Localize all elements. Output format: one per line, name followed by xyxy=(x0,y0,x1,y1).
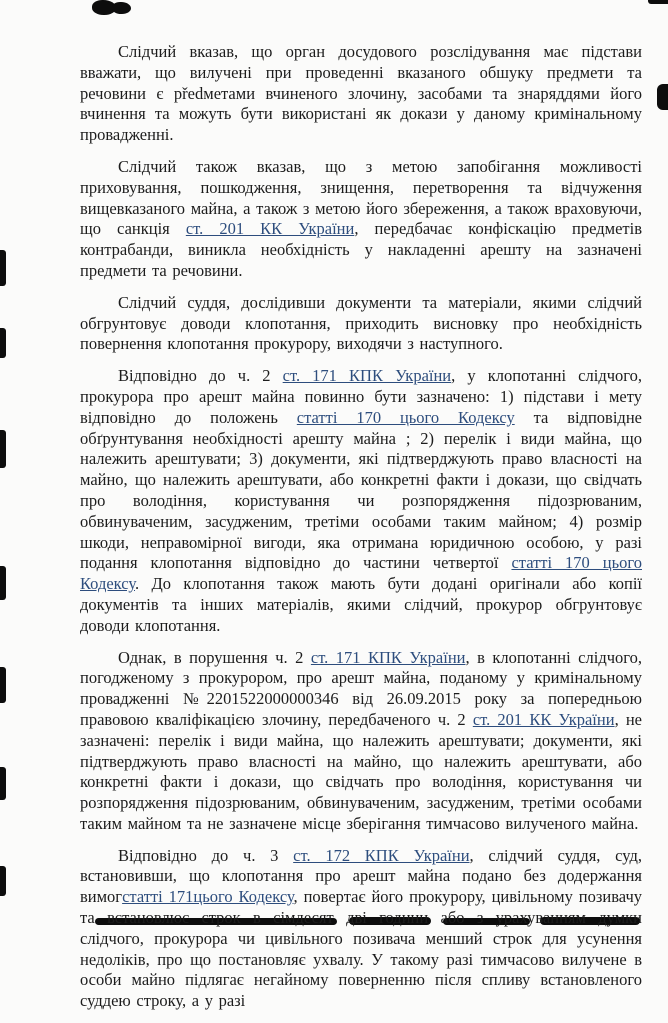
paragraph-text: Відповідно до ч. 3 xyxy=(118,845,294,865)
paragraph-text: Слідчий вказав, що орган досудового розслідування має підстави вважати, що вилучені при проведенні вказаного обшуку предмети та речовини є předметами вчиненого злочину, засобами та знаряддями його вчинення та можуть бути використані як докази у даному кримінальному провадженні. xyxy=(80,42,642,145)
statute-link[interactable]: ст. 201 КК України xyxy=(185,219,355,239)
paragraph-text: , повертає його прокурору, цивільному позивачу та встановлює строк в сімдесят дві години або з урахуванням думки слідчого, прокурора чи цивільного позивача менший строк для усунення недоліків, про що постановляє ухвалу. У такому разі тимчасово вилучене в особи майно підлягає негайному поверненню після спливу встановленого суддею строку, а у разі xyxy=(80,887,642,1011)
paragraph xyxy=(80,648,642,835)
paragraph-text: , в клопотанні слідчого, погодженому з прокурором, про арешт майна, поданому у кримінальному провадженні №2201522000000346 від 26.09.2015 року за попередньою правовою кваліфікацією злочину, передбаченого ч. 2 xyxy=(80,647,642,729)
paragraph-text: , передбачає конфіскацію предметів контрабанди, виникла необхідність у накладенні арешту на зазначені предмети та речовини. xyxy=(80,219,642,280)
scan-artifact-left-dash-4 xyxy=(0,566,6,600)
paragraph-text: Однак, в порушення ч. 2 xyxy=(118,647,311,667)
paragraph xyxy=(80,157,642,282)
paragraph-text: , не зазначені: перелік і види майна, що належить арештувати; документи, які підтверджують право власності на майно, що належить арештувати, або конкретні факти і докази, що свідчать про володіння, користування чи розпорядження підозрюваним, обвинуваченим, засудженим, третіми особами таким майном та не зазначене місце зберігання тимчасово вилученого майна. xyxy=(80,709,643,833)
scan-artifact-left-dash-6 xyxy=(0,767,6,800)
scan-artifact-top-right-dash xyxy=(648,0,668,4)
paragraph-text: , слідчий суддя, суд, встановивши, що клопотання про арешт майна подано без додержання вимог xyxy=(80,845,643,907)
statute-link[interactable]: ст. 172 КПК України xyxy=(293,845,470,865)
paragraph-text: . До клопотання також мають бути додані оригінали або копії документів та інших матеріалів, якими слідчий, прокурор обгрунтовує доводи клопотання. xyxy=(80,574,642,635)
statute-link[interactable]: ст. 171 КПК України xyxy=(310,647,466,667)
scan-artifact-left-dash-3 xyxy=(0,430,6,468)
scan-artifact-right-edge-blob xyxy=(657,84,668,110)
statute-link[interactable]: статті 170 цього Кодексу xyxy=(80,553,642,594)
statute-link[interactable]: статті 171цього Кодексу xyxy=(122,887,294,907)
paragraph-text: Слідчий також вказав, що з метою запобігання можливості приховування, пошкодження, знищення, перетворення та відчуження вищевказаного майна, а також з метою його збереження, а також враховуючи, що санкція xyxy=(80,156,642,239)
paragraph-text: та відповідне обґрунтування необхідності арешту майна ; 2) перелік і види майна, що належить арештувати; 3) документи, які підтверджують право власності на майно, що належить арештувати, або конкретні факти і докази, що свідчать про володіння, користування чи розпорядження підозрюваним, обвинуваченим, засудженим, третіми особами таким майном; 4) розмір шкоди, неправомірної вигоди, яка отримана юридичною особою, у разі подання клопотання відповідно до частини четвертої xyxy=(80,407,642,573)
scan-artifact-left-dash-7 xyxy=(0,866,6,896)
scan-artifact-left-dash-1 xyxy=(0,250,6,286)
paragraph-text: Відповідно до ч. 2 xyxy=(118,366,283,386)
document-body xyxy=(80,42,642,1023)
statute-link[interactable]: ст. 201 КК України xyxy=(472,709,615,729)
scan-artifact-left-dash-5 xyxy=(0,667,6,703)
scan-artifact-left-dash-2 xyxy=(0,328,6,358)
scan-artifact-top-left-blob-2 xyxy=(112,2,131,14)
paragraph xyxy=(80,846,642,1012)
statute-link[interactable]: статті 170 цього Кодексу xyxy=(296,407,515,427)
paragraph xyxy=(80,366,642,636)
paragraph xyxy=(80,293,642,355)
paragraph-text: Слідчий суддя, дослідивши документи та матеріали, якими слідчий обгрунтовує доводи клопотання, приходить висновку про необхідність повернення клопотання прокурору, виходячи з наступного. xyxy=(80,292,642,354)
paragraph-text: , у клопотанні слідчого, прокурора про арешт майна повинно бути зазначено: 1) підстави і мету відповідно до положень xyxy=(80,366,642,427)
paragraph xyxy=(80,42,642,146)
statute-link[interactable]: ст. 171 КПК України xyxy=(282,366,452,386)
